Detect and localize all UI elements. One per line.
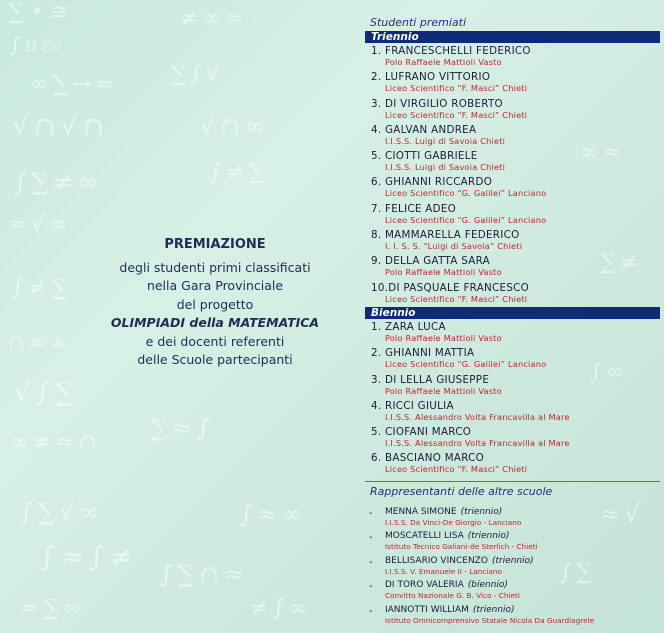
student-name: 10.DI PASQUALE FRANCESCO <box>371 281 530 294</box>
student-row <box>365 319 660 345</box>
student-school: I. I. S. S. “Luigi di Savoia” Chieti <box>385 241 523 252</box>
dash-bullet: - <box>369 532 373 544</box>
student-name: 1. ZARA LUCA <box>371 320 446 333</box>
teacher-role: (triennio) <box>491 555 534 566</box>
student-row <box>365 450 660 476</box>
intro-block <box>70 236 360 370</box>
teacher-row <box>365 529 660 554</box>
dash-bullet: - <box>369 507 373 519</box>
intro-line: delle Scuole partecipanti <box>137 352 293 367</box>
student-name: 3. DI LELLA GIUSEPPE <box>371 373 490 386</box>
student-row <box>365 372 660 398</box>
student-row <box>365 201 660 227</box>
student-row <box>365 345 660 371</box>
teacher-name: MOSCATELLI LISA <box>385 531 464 542</box>
teacher-name-line <box>385 580 508 590</box>
teacher-role: (biennio) <box>467 580 508 591</box>
student-name: 2. GHIANNI MATTIA <box>371 347 475 360</box>
triennio-band: Triennio <box>365 31 660 43</box>
student-school: Polo Raffaele Mattioli Vasto <box>385 267 502 278</box>
student-school: Liceo Scientifico “G. Galilei” Lanciano <box>385 188 547 199</box>
student-name: 6. GHIANNI RICCARDO <box>371 176 493 189</box>
student-school: Liceo Scientifico “G. Galilei” Lanciano <box>385 214 547 225</box>
student-name: 7. FELICE ADEO <box>371 202 457 215</box>
student-school: Liceo Scientifico “F. Masci” Chieti <box>385 293 528 304</box>
student-row <box>365 122 660 148</box>
student-row <box>365 253 660 279</box>
student-name: 2. LUFRANO VITTORIO <box>371 71 491 84</box>
student-school: Liceo Scientifico “F. Masci” Chieti <box>385 83 528 94</box>
student-school: I.I.S.S. Luigi di Savoia Chieti <box>385 135 506 146</box>
student-row <box>365 69 660 95</box>
student-row <box>365 174 660 200</box>
student-row <box>365 398 660 424</box>
dash-bullet: - <box>369 581 373 593</box>
student-school: Polo Raffaele Mattioli Vasto <box>385 332 502 343</box>
student-name: 5. CIOTTI GABRIELE <box>371 150 478 163</box>
awards-panel <box>365 16 660 627</box>
intro-line: del progetto <box>176 296 254 312</box>
student-name: 4. RICCI GIULIA <box>371 399 454 412</box>
teacher-name-line <box>385 556 534 566</box>
teacher-school: I.I.S.S. V. Emanuele II - Lanciano <box>385 566 502 576</box>
teacher-school: I.I.S.S. Da Vinci-De Giorgio - Lanciano <box>385 517 522 527</box>
student-school: I.I.S.S. Alessandro Volta Francavilla al Mare <box>385 438 570 449</box>
teacher-school: Convitto Nazionale G. B. Vico - Chieti <box>385 591 520 601</box>
teachers-heading: Rappresentanti delle altre scuole <box>370 484 553 498</box>
student-school: Liceo Scientifico “G. Galilei” Lanciano <box>385 359 547 370</box>
teacher-row <box>365 603 660 628</box>
teacher-row <box>365 578 660 603</box>
biennio-list <box>365 319 660 477</box>
intro-title: PREMIAZIONE <box>164 237 266 252</box>
student-row <box>365 43 660 69</box>
teacher-name-line <box>385 605 515 615</box>
dash-bullet: - <box>369 556 373 568</box>
project-name: OLIMPIADI della MATEMATICA <box>110 315 320 330</box>
teacher-name: BELLISARIO VINCENZO <box>385 555 488 566</box>
teacher-row <box>365 505 660 530</box>
triennio-list <box>365 43 660 306</box>
student-row <box>365 148 660 174</box>
student-name: 3. DI VIRGILIO ROBERTO <box>371 97 503 110</box>
student-name: 5. CIOFANI MARCO <box>371 426 472 439</box>
student-school: Liceo Scientifico “F. Masci” Chieti <box>385 109 528 120</box>
biennio-band: Biennio <box>365 307 660 319</box>
teacher-name-line <box>385 507 502 517</box>
student-row <box>365 227 660 253</box>
student-school: I.I.S.S. Luigi di Savoia Chieti <box>385 162 506 173</box>
student-school: Polo Raffaele Mattioli Vasto <box>385 385 502 396</box>
teacher-name: DI TORO VALERIA <box>385 580 464 591</box>
student-name: 9. DELLA GATTA SARA <box>371 255 490 268</box>
teacher-school: Istituto Omnicomprensivo Statale Nicola Da Guardiagrele <box>385 615 595 625</box>
teachers-list <box>365 505 660 628</box>
teacher-row <box>365 554 660 579</box>
teacher-school: Istituto Tecnico Galiani-de Sterlich - Chieti <box>385 542 538 552</box>
divider <box>365 481 660 482</box>
teacher-name: MENNA SIMONE <box>385 506 457 517</box>
student-name: 6. BASCIANO MARCO <box>371 452 485 465</box>
intro-line: degli studenti primi classificati <box>119 259 311 275</box>
student-row <box>365 424 660 450</box>
teacher-name: IANNOTTI WILLIAM <box>385 604 469 615</box>
student-name: 1. FRANCESCHELLI FEDERICO <box>371 45 531 57</box>
student-row <box>365 280 660 306</box>
student-school: Polo Raffaele Mattioli Vasto <box>385 57 502 67</box>
student-school: Liceo Scientifico “F. Masci” Chieti <box>385 464 528 475</box>
teacher-role: (triennio) <box>472 604 515 615</box>
student-row <box>365 96 660 122</box>
dash-bullet: - <box>369 605 373 617</box>
student-name: 8. MAMMARELLA FEDERICO <box>371 229 520 242</box>
teacher-role: (triennio) <box>467 531 510 542</box>
teacher-role: (triennio) <box>460 506 503 517</box>
teacher-name-line <box>385 531 509 541</box>
student-school: I.I.S.S. Alessandro Volta Francavilla al Mare <box>385 411 570 422</box>
intro-line: e dei docenti referenti <box>145 333 285 349</box>
student-name: 4. GALVAN ANDREA <box>371 123 477 136</box>
intro-line: nella Gara Provinciale <box>146 278 284 293</box>
awards-heading: Studenti premiati <box>370 16 467 29</box>
